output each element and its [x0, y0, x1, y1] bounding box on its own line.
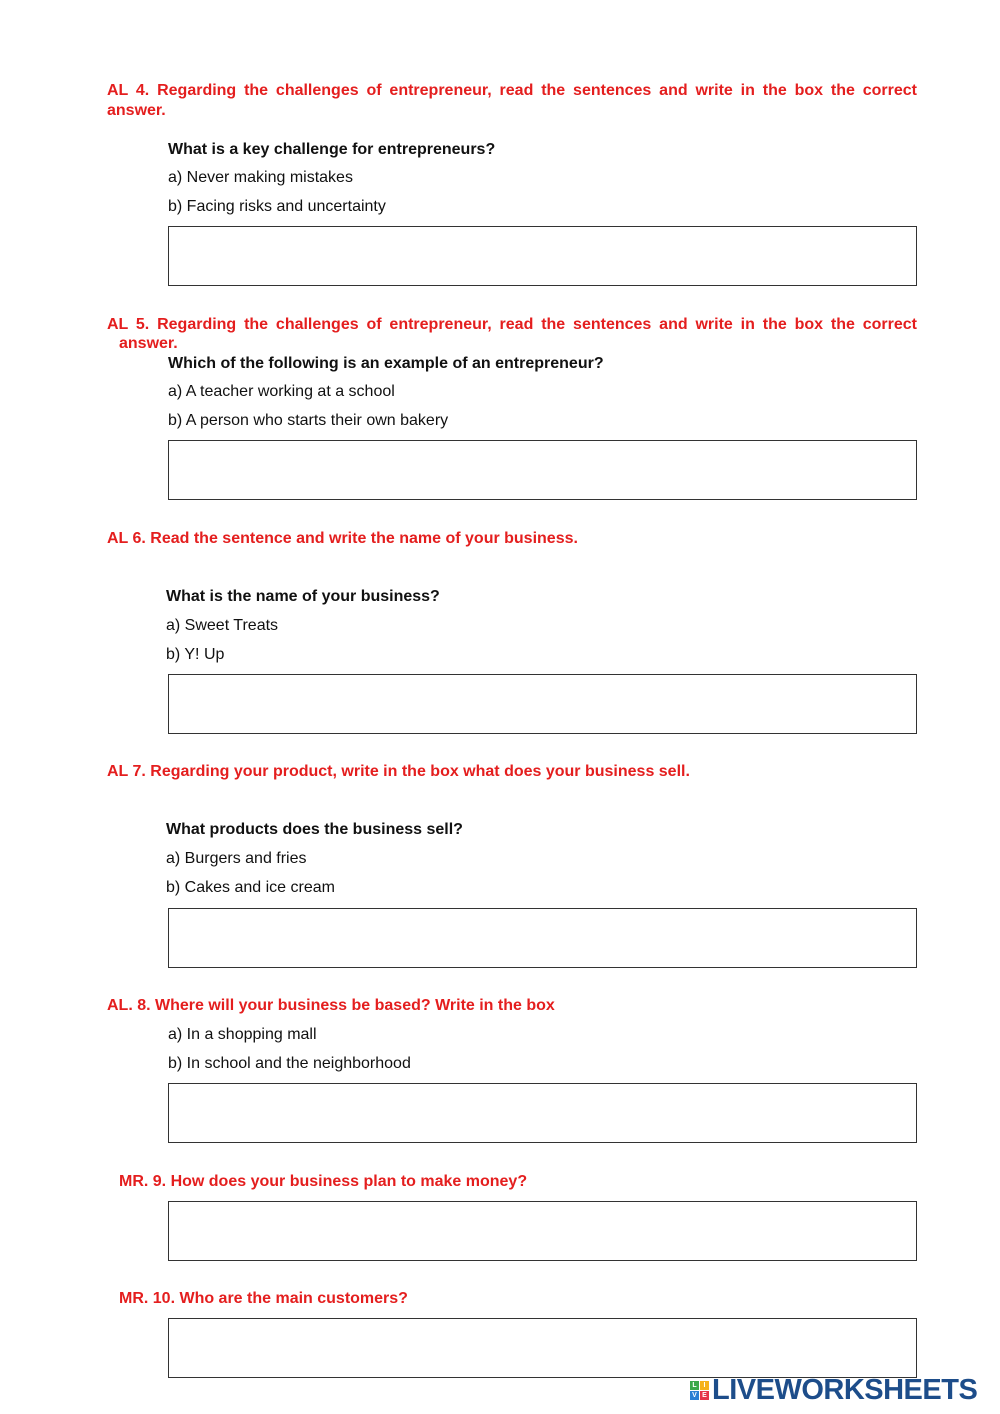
option-a: a) A teacher working at a school — [168, 383, 395, 400]
logo-tiles-icon: L I V E — [690, 1381, 709, 1400]
heading-mr10: MR. 10. Who are the main customers? — [119, 1290, 408, 1307]
option-b: b) A person who starts their own bakery — [168, 412, 449, 429]
heading-mr9: MR. 9. How does your business plan to make money? — [119, 1173, 528, 1190]
option-a: a) Never making mistakes — [168, 169, 353, 186]
option-b: b) Facing risks and uncertainty — [168, 198, 386, 215]
logo-text: LIVEWORKSHEETS — [712, 1374, 978, 1406]
heading-al5: AL 5. Regarding the challenges of entrepreneur, read the sentences and write in the box the correct — [107, 316, 917, 333]
answer-box-al5[interactable] — [168, 440, 917, 500]
answer-box-al7[interactable] — [168, 908, 917, 968]
answer-box-mr9[interactable] — [168, 1201, 917, 1261]
question: What products does the business sell? — [166, 821, 463, 838]
heading-al4: AL 4. Regarding the challenges of entrepreneur, read the sentences and write in the box the correct answer. — [107, 82, 917, 119]
option-b: b) Y! Up — [166, 646, 225, 663]
question: What is the name of your business? — [166, 588, 440, 605]
heading-al6: AL 6. Read the sentence and write the name of your business. — [107, 530, 578, 547]
heading-al8: AL. 8. Where will your business be based? Write in the box — [107, 997, 555, 1014]
heading-al5-cont: answer. — [119, 335, 178, 352]
answer-box-al6[interactable] — [168, 674, 917, 734]
question: Which of the following is an example of an entrepreneur? — [168, 355, 604, 372]
question: What is a key challenge for entrepreneurs? — [168, 141, 496, 158]
option-b: b) In school and the neighborhood — [168, 1055, 411, 1072]
answer-box-mr10[interactable] — [168, 1318, 917, 1378]
answer-box-al4[interactable] — [168, 226, 917, 286]
liveworksheets-logo — [690, 1376, 977, 1404]
option-a: a) Sweet Treats — [166, 617, 279, 634]
answer-box-al8[interactable] — [168, 1083, 917, 1143]
option-a: a) Burgers and fries — [166, 850, 307, 867]
heading-al7: AL 7. Regarding your product, write in the box what does your business sell. — [107, 763, 690, 780]
option-a: a) In a shopping mall — [168, 1026, 317, 1043]
option-b: b) Cakes and ice cream — [166, 879, 335, 896]
